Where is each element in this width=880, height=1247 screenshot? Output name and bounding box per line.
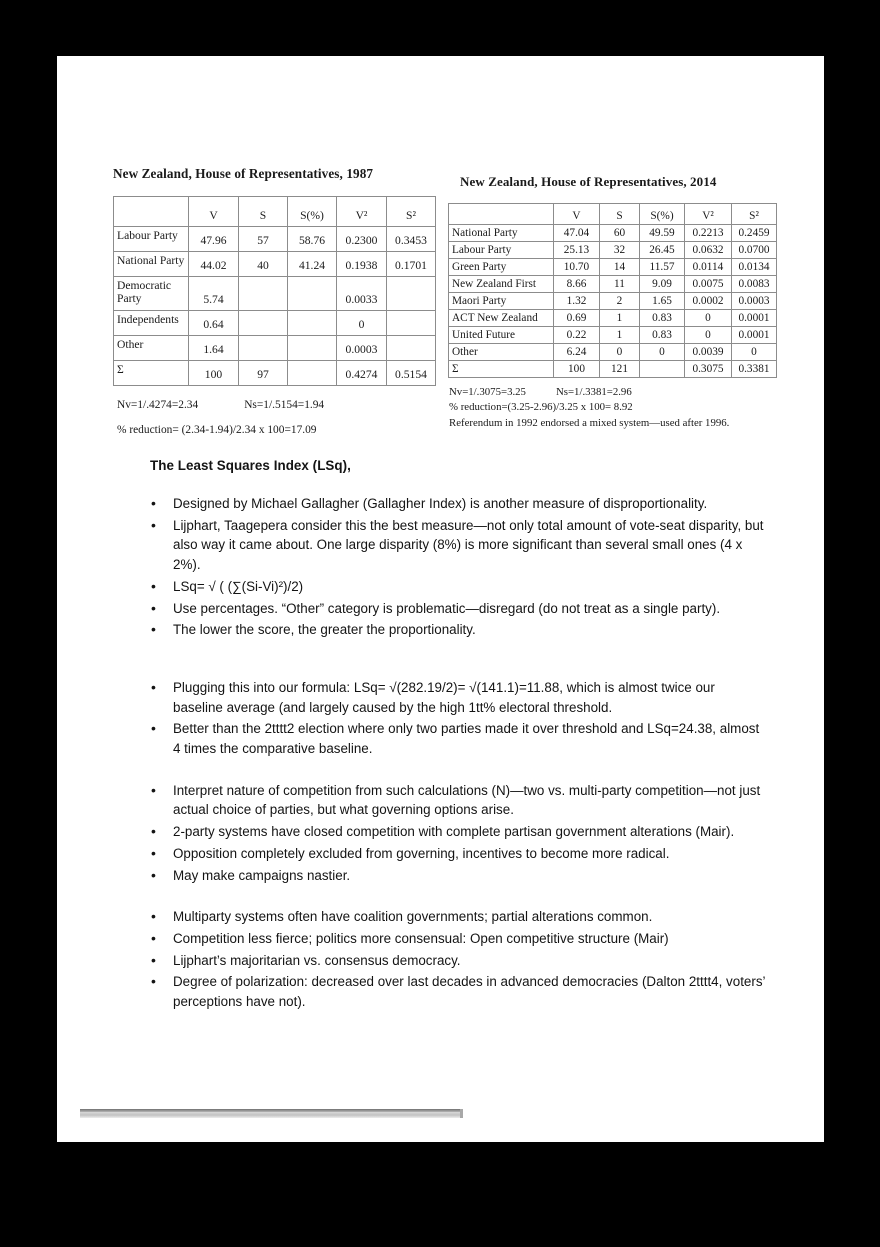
list-item: • Lijphart, Taagepera consider this the best measure—not only total amount of vote-seat disparity, but also way it came about. One large disparity (8%) is more significant than several small ones (4 x 2%). — [148, 516, 768, 575]
list-item: • Better than the 2tttt2 election where only two parties made it over threshold and LSq=24.38, almost 4 times the comparative baseline. — [148, 719, 768, 758]
cell-s-squared: 0.0001 — [732, 310, 777, 327]
cell-s-squared: 0.0083 — [732, 276, 777, 293]
cell-party: Σ — [449, 361, 554, 378]
cell-s-pct: 0.83 — [640, 327, 685, 344]
col-head-s-pct: S(%) — [640, 204, 685, 225]
cell-s: 1 — [600, 310, 640, 327]
col-head-s-squared: S² — [387, 197, 436, 227]
cell-s-squared — [387, 336, 436, 361]
cell-s-pct: 41.24 — [288, 252, 337, 277]
table-header-row — [449, 204, 777, 225]
cell-v-squared: 0.0114 — [685, 259, 732, 276]
body-content — [148, 458, 768, 1014]
cell-party: Other — [114, 336, 189, 361]
cell-party: New Zealand First — [449, 276, 554, 293]
cell-s: 11 — [600, 276, 640, 293]
cell-v-squared: 0.3075 — [685, 361, 732, 378]
cell-s-squared: 0.5154 — [387, 361, 436, 386]
cell-party: National Party — [449, 225, 554, 242]
cell-v-squared: 0.0039 — [685, 344, 732, 361]
cell-v: 8.66 — [554, 276, 600, 293]
cell-s: 121 — [600, 361, 640, 378]
cell-v: 100 — [189, 361, 239, 386]
table-row — [449, 276, 777, 293]
list-item: • Interpret nature of competition from such calculations (N)—two vs. multi-party competition—not just actual choice of parties, but what governing options arise. — [148, 781, 768, 820]
election-table-2014 — [448, 203, 777, 378]
cell-v-squared: 0.4274 — [337, 361, 387, 386]
cell-v: 100 — [554, 361, 600, 378]
election-table-1987 — [113, 196, 436, 386]
cell-s-squared: 0.0003 — [732, 293, 777, 310]
cell-v-squared: 0.2213 — [685, 225, 732, 242]
cell-s-squared: 0 — [732, 344, 777, 361]
table-row — [449, 259, 777, 276]
col-head-party — [114, 197, 189, 227]
cell-v-squared: 0.0033 — [337, 277, 387, 311]
spacer — [148, 642, 768, 678]
note-referendum: Referendum in 1992 endorsed a mixed system—used after 1996. — [449, 416, 730, 429]
cell-s-pct — [288, 311, 337, 336]
col-head-s-squared: S² — [732, 204, 777, 225]
col-head-v-squared: V² — [337, 197, 387, 227]
cell-party: Σ — [114, 361, 189, 386]
cell-party: ACT New Zealand — [449, 310, 554, 327]
list-item: • Opposition completely excluded from governing, incentives to become more radical. — [148, 844, 768, 864]
cell-s-pct: 1.65 — [640, 293, 685, 310]
list-item: • Use percentages. “Other” category is problematic—disregard (do not treat as a single party). — [148, 599, 768, 619]
cell-v-squared: 0.0075 — [685, 276, 732, 293]
bullet-group-calculation — [148, 678, 768, 759]
cell-v: 0.69 — [554, 310, 600, 327]
list-item: • Multiparty systems often have coalition governments; partial alterations common. — [148, 907, 768, 927]
cell-s-pct — [640, 361, 685, 378]
cell-v: 5.74 — [189, 277, 239, 311]
bullet-group-definition — [148, 494, 768, 640]
scrollbar-endcap — [460, 1109, 463, 1118]
cell-s: 57 — [239, 227, 288, 252]
cell-v: 6.24 — [554, 344, 600, 361]
cell-s: 1 — [600, 327, 640, 344]
cell-party: Labour Party — [449, 242, 554, 259]
cell-s: 2 — [600, 293, 640, 310]
cell-s — [239, 336, 288, 361]
document-page — [57, 56, 824, 1142]
cell-v-squared: 0.0632 — [685, 242, 732, 259]
note-ns: Ns=1/.3381=2.96 — [555, 386, 632, 398]
cell-v-squared: 0.0002 — [685, 293, 732, 310]
bullet-group-multiparty — [148, 907, 768, 1012]
cell-v: 0.64 — [189, 311, 239, 336]
table-row-total — [449, 361, 777, 378]
cell-party: Other — [449, 344, 554, 361]
table-block-1987 — [113, 166, 443, 436]
cell-s-squared: 0.0134 — [732, 259, 777, 276]
cell-v: 25.13 — [554, 242, 600, 259]
table-row — [114, 227, 436, 252]
cell-s-pct: 26.45 — [640, 242, 685, 259]
table-title-2014: New Zealand, House of Representatives, 2014 — [460, 174, 717, 189]
list-item: • The lower the score, the greater the proportionality. — [148, 620, 768, 640]
list-item-formula: • LSq= √ ( (∑(Si-Vi)²)/2) — [148, 577, 768, 597]
cell-s-pct: 0 — [640, 344, 685, 361]
cell-s-squared: 0.3381 — [732, 361, 777, 378]
tables-region — [57, 56, 824, 446]
list-item: • Plugging this into our formula: LSq= √(282.19/2)= √(141.1)=11.88, which is almost twice our baseline average (and largely caused by the high 1tt% electoral threshold. — [148, 678, 768, 717]
note-nv: Nv=1/.4274=2.34 — [117, 399, 199, 411]
cell-party: Maori Party — [449, 293, 554, 310]
cell-s: 0 — [600, 344, 640, 361]
horizontal-scrollbar[interactable] — [80, 1109, 463, 1118]
table-row — [449, 293, 777, 310]
cell-s: 60 — [600, 225, 640, 242]
table-row — [449, 344, 777, 361]
cell-v: 47.04 — [554, 225, 600, 242]
cell-v-squared: 0 — [685, 310, 732, 327]
cell-s-squared: 0.0700 — [732, 242, 777, 259]
cell-s-squared — [387, 277, 436, 311]
spacer — [148, 761, 768, 781]
cell-s-squared — [387, 311, 436, 336]
cell-s-squared: 0.1701 — [387, 252, 436, 277]
cell-s: 97 — [239, 361, 288, 386]
table-row — [449, 310, 777, 327]
table-row — [114, 277, 436, 311]
list-item: • Competition less fierce; politics more consensual: Open competitive structure (Mair) — [148, 929, 768, 949]
cell-s-pct — [288, 361, 337, 386]
cell-s-pct — [288, 336, 337, 361]
list-item: • Lijphart’s majoritarian vs. consensus democracy. — [148, 951, 768, 971]
col-head-s: S — [239, 197, 288, 227]
cell-s: 32 — [600, 242, 640, 259]
note-ns: Ns=1/.5154=1.94 — [244, 399, 325, 411]
cell-v-squared: 0.2300 — [337, 227, 387, 252]
cell-v: 44.02 — [189, 252, 239, 277]
table-row-total — [114, 361, 436, 386]
cell-v: 1.32 — [554, 293, 600, 310]
table-row — [114, 311, 436, 336]
cell-s — [239, 277, 288, 311]
note-effective-numbers — [449, 385, 783, 400]
cell-s-squared: 0.0001 — [732, 327, 777, 344]
cell-s: 14 — [600, 259, 640, 276]
cell-v-squared: 0.1938 — [337, 252, 387, 277]
col-head-v: V — [189, 197, 239, 227]
list-item: • May make campaigns nastier. — [148, 866, 768, 886]
cell-party: Green Party — [449, 259, 554, 276]
bullet-group-competition — [148, 781, 768, 886]
cell-s-pct: 11.57 — [640, 259, 685, 276]
col-head-s-pct: S(%) — [288, 197, 337, 227]
cell-v: 0.22 — [554, 327, 600, 344]
table-header-row — [114, 197, 436, 227]
table-row — [449, 327, 777, 344]
table-row — [449, 242, 777, 259]
cell-s-pct: 49.59 — [640, 225, 685, 242]
cell-party: National Party — [114, 252, 189, 277]
note-nv: Nv=1/.3075=3.25 — [449, 386, 526, 398]
cell-v: 1.64 — [189, 336, 239, 361]
section-heading: The Least Squares Index (LSq), — [150, 458, 351, 473]
note-effective-numbers — [117, 399, 443, 411]
table-block-2014 — [448, 174, 783, 431]
table-notes-2014 — [449, 385, 783, 431]
spacer — [148, 887, 768, 907]
cell-s: 40 — [239, 252, 288, 277]
col-head-s: S — [600, 204, 640, 225]
col-head-v: V — [554, 204, 600, 225]
cell-s-squared: 0.2459 — [732, 225, 777, 242]
cell-v-squared: 0 — [337, 311, 387, 336]
cell-v: 47.96 — [189, 227, 239, 252]
cell-party: United Future — [449, 327, 554, 344]
cell-party: Democratic Party — [114, 277, 189, 311]
cell-s-squared: 0.3453 — [387, 227, 436, 252]
table-title-1987: New Zealand, House of Representatives, 1987 — [113, 166, 374, 181]
note-reduction: % reduction=(3.25-2.96)/3.25 x 100= 8.92 — [449, 401, 633, 414]
table-notes-1987 — [117, 399, 443, 436]
cell-s-pct: 58.76 — [288, 227, 337, 252]
col-head-party — [449, 204, 554, 225]
cell-s-pct: 0.83 — [640, 310, 685, 327]
cell-v-squared: 0.0003 — [337, 336, 387, 361]
list-item: • Designed by Michael Gallagher (Gallagher Index) is another measure of disproportionality. — [148, 494, 768, 514]
table-row — [114, 336, 436, 361]
cell-party: Labour Party — [114, 227, 189, 252]
scrollbar-thumb[interactable] — [80, 1112, 463, 1118]
cell-s-pct — [288, 277, 337, 311]
cell-s-pct: 9.09 — [640, 276, 685, 293]
list-item: • 2-party systems have closed competition with complete partisan government alterations (Mair). — [148, 822, 768, 842]
cell-v: 10.70 — [554, 259, 600, 276]
table-row — [449, 225, 777, 242]
note-reduction: % reduction= (2.34-1.94)/2.34 x 100=17.09 — [117, 424, 317, 436]
cell-s — [239, 311, 288, 336]
cell-party: Independents — [114, 311, 189, 336]
col-head-v-squared: V² — [685, 204, 732, 225]
table-row — [114, 252, 436, 277]
list-item: • Degree of polarization: decreased over last decades in advanced democracies (Dalton 2tttt4, voters’ perceptions have not). — [148, 972, 768, 1011]
cell-v-squared: 0 — [685, 327, 732, 344]
